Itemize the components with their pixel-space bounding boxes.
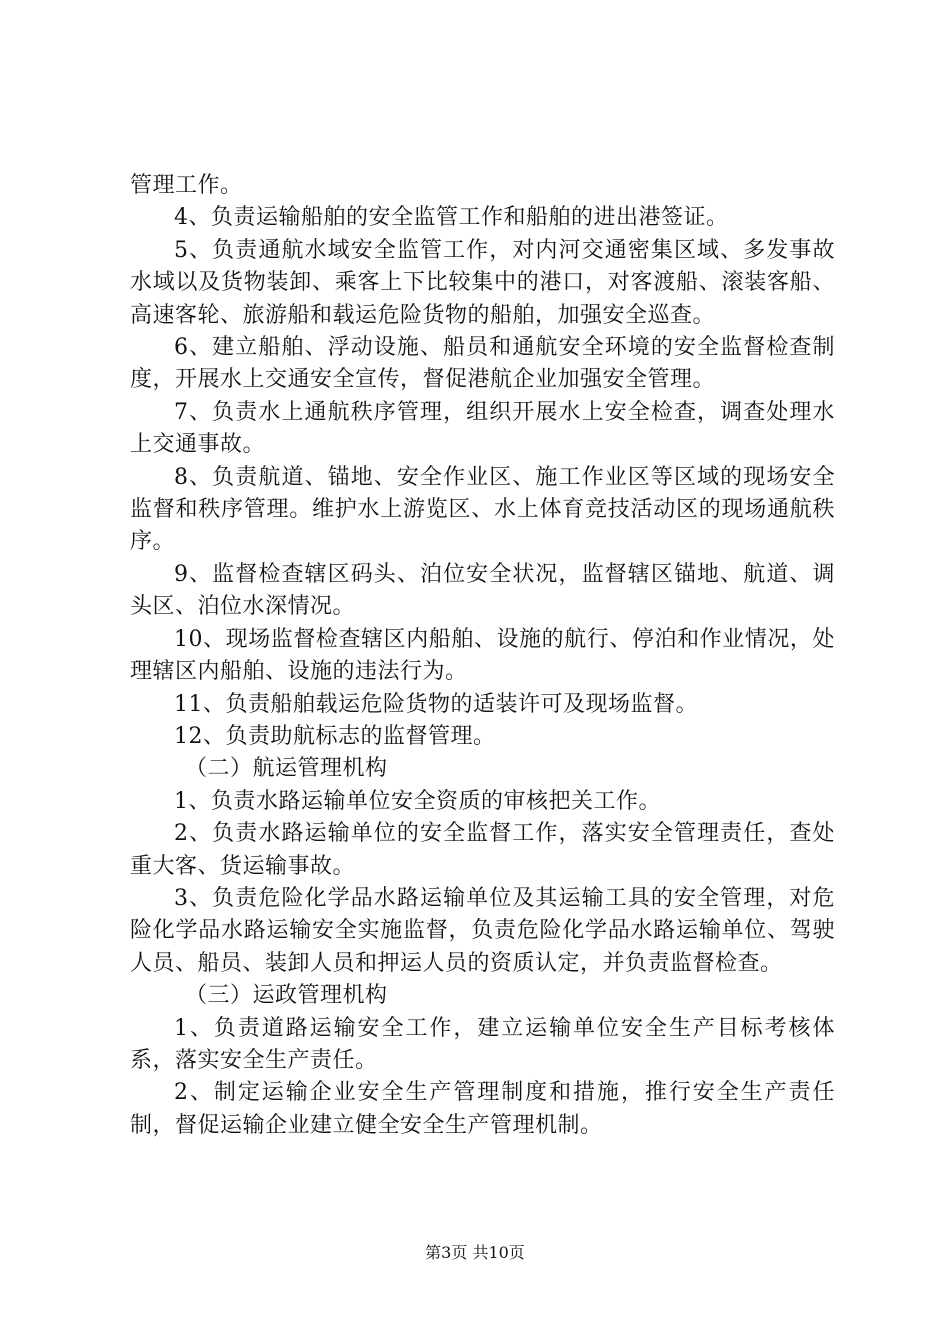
paragraph-shipping-2: 2、负责水路运输单位的安全监督工作，落实安全管理责任，查处重大客、货运输事故。 <box>130 821 835 879</box>
paragraph-item-11: 11、负责船舶载运危险货物的适装许可及现场监督。 <box>174 691 698 717</box>
paragraph-shipping-3: 3、负责危险化学品水路运输单位及其运输工具的安全管理，对危险化学品水路运输安全实施监督，负责危险化学品水路运输单位、驾驶人员、船员、装卸人员和押运人员的资质认定，并负责监督检查。 <box>130 885 835 976</box>
paragraph-transport-2: 2、制定运输企业安全生产管理制度和措施，推行安全生产责任制，督促运输企业建立健全安全生产管理机制。 <box>130 1080 835 1138</box>
paragraph-item-6: 6、建立船舶、浮动设施、船员和通航安全环境的安全监督检查制度，开展水上交通安全宣传，督促港航企业加强安全管理。 <box>130 335 835 393</box>
section-heading-transport: （三）运政管理机构 <box>185 983 388 1009</box>
page-number: 第3页 共10页 <box>425 1243 525 1262</box>
paragraph-item-12: 12、负责助航标志的监督管理。 <box>174 723 496 749</box>
paragraph-item-9: 9、监督检查辖区码头、泊位安全状况，监督辖区锚地、航道、调头区、泊位水深情况。 <box>130 561 835 620</box>
paragraph-continuation: 管理工作。 <box>130 173 243 198</box>
paragraph-shipping-1: 1、负责水路运输单位安全资质的审核把关工作。 <box>174 788 661 814</box>
page-footer <box>0 1243 950 1263</box>
paragraph-item-10: 10、现场监督检查辖区内船舶、设施的航行、停泊和作业情况，处理辖区内船舶、设施的违法行为。 <box>130 626 835 685</box>
section-heading-shipping: （二）航运管理机构 <box>185 756 388 782</box>
document-body <box>130 170 835 1142</box>
paragraph-item-4: 4、负责运输船舶的安全监管工作和船舶的进出港签证。 <box>174 205 729 231</box>
paragraph-item-5: 5、负责通航水域安全监管工作，对内河交通密集区域、多发事故水域以及货物装卸、乘客上下比较集中的港口，对客渡船、滚装客船、高速客轮、旅游船和载运危险货物的船舶，加强安全巡查。 <box>130 237 835 328</box>
paragraph-transport-1: 1、负责道路运输安全工作，建立运输单位安全生产目标考核体系，落实安全生产责任。 <box>130 1015 835 1073</box>
paragraph-item-7: 7、负责水上通航秩序管理，组织开展水上安全检查，调查处理水上交通事故。 <box>130 399 835 458</box>
paragraph-item-8: 8、负责航道、锚地、安全作业区、施工作业区等区域的现场安全监督和秩序管理。维护水上游览区、水上体育竞技活动区的现场通航秩序。 <box>130 464 835 555</box>
